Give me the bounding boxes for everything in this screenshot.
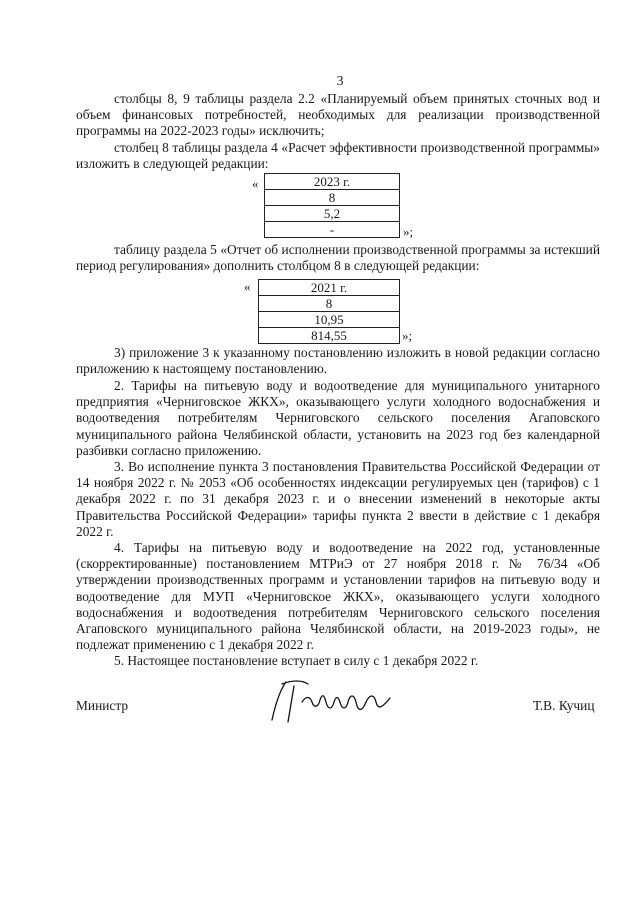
close-quote: »; [403,224,414,239]
page-number: 3 [336,74,344,89]
paragraph-text: 3. Во исполнение пункта 3 постановления Правительства Российской Федерации от 14 ноября 2022 г. № 2053 «Об особенностях индексации регулируемых цен (тарифов) с 1 декабря 2022 г. по 31 декабря 2023 г. и о внесении изменений в некоторые акты Правительства Российской Федерации» тарифы пункта 2 ввести в действие с 1 декабря 2022 г. [76,459,600,539]
signature-scribble [262,672,402,732]
table-cell: - [265,222,400,238]
paragraph-item-4 [76,540,600,653]
table-cell: 8 [265,190,400,206]
table-cell: 814,55 [259,328,400,344]
paragraph-text: таблицу раздела 5 «Отчет об исполнении производственной программы за истекший период регулирования» дополнить столбцом 8 в следующей редакции: [76,242,600,274]
table-cell: 2021 г. [259,280,400,296]
paragraph-text: 4. Тарифы на питьевую воду и водоотведение на 2022 год, установленные (скорректированные) постановлением МТРиЭ от 27 ноября 2018 г. № 76/34 «Об утверждении производственных программ и установлении тарифов на питьевую воду и водоотведение для МУП «Черниговское ЖКХ», оказывающего услуги холодного водоснабжения и водоотведения потребителям Черниговского сельского поселения Агаповского муниципального района Челябинской области, на 2019-2023 годы», не подлежат применению с 1 декабря 2022 г. [76,540,600,653]
table-row [259,296,400,312]
efficiency-table [264,173,400,238]
table-cell: 8 [259,296,400,312]
close-quote: »; [402,328,413,343]
paragraph-item-3 [76,459,600,540]
table-cell: 5,2 [265,206,400,222]
paragraph-section-5-table [76,242,600,274]
table-row [265,190,400,206]
open-quote: « [244,279,251,294]
table-row [265,174,400,190]
table-row [259,312,400,328]
table-cell: 10,95 [259,312,400,328]
paragraph-text: столбец 8 таблицы раздела 4 «Расчет эффективности производственной программы» изложить в следующей редакции: [76,140,600,172]
paragraph-text: 5. Настоящее постановление вступает в силу с 1 декабря 2022 г. [114,653,479,668]
paragraph-item-5 [76,653,600,669]
paragraph-item-2-tariffs [76,378,600,459]
paragraph-text: 2. Тарифы на питьевую воду и водоотведение для муниципального унитарного предприятия «Черниговское ЖКХ», оказывающего услуги холодного водоснабжения и водоотведения потребителям Черниговского сельского поселения Агаповского муниципального района Челябинской области, установить на 2023 год без календарной разбивки согласно приложению. [76,378,600,458]
table-row [259,328,400,344]
table-row [259,280,400,296]
paragraph-appendix-3 [76,345,600,377]
signatory-title: Министр [76,698,129,713]
paragraph-column-8-section-4 [76,140,600,172]
paragraph-columns-excluded [76,91,600,140]
table-row [265,206,400,222]
handwritten-signature [262,672,402,737]
paragraph-text: 3) приложение 3 к указанному постановлению изложить в новой редакции согласно приложению к настоящему постановлению. [76,345,600,377]
report-table [258,279,400,344]
signatory-name: Т.В. Кучиц [533,698,595,713]
table-cell: 2023 г. [265,174,400,190]
table-row [265,222,400,238]
open-quote: « [252,176,259,191]
paragraph-text: столбцы 8, 9 таблицы раздела 2.2 «Планируемый объем принятых сточных вод и объем финансовых потребностей, необходимых для реализации производственной программы на 2022-2023 годы» исключить; [76,91,600,139]
